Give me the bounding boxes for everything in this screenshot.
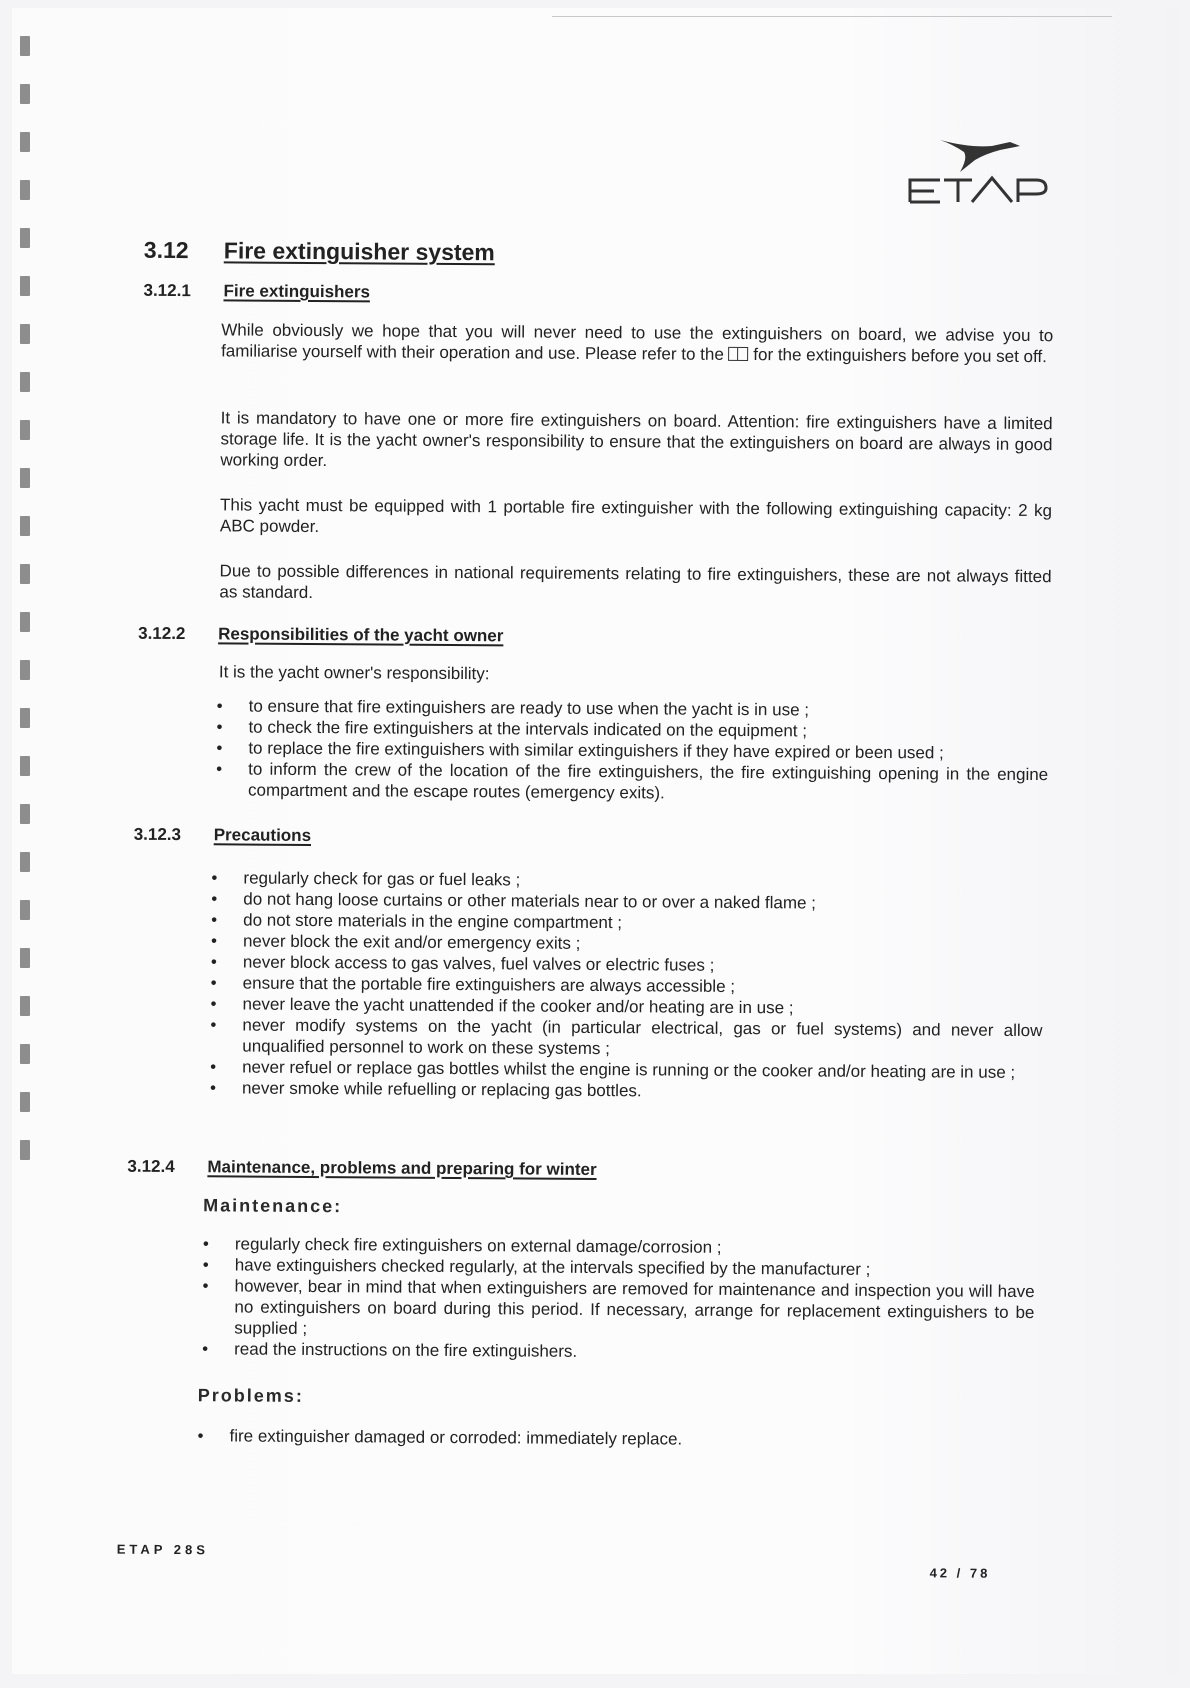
subsection-title: Fire extinguishers: [223, 281, 371, 302]
section-heading: [144, 237, 495, 266]
list-item: • never smoke while refuelling or replacing gas bottles.: [210, 1077, 1042, 1104]
paragraph-standard: Due to possible differences in national requirements relating to fire extinguishers, these are not always fitted as standard.: [219, 561, 1052, 602]
list-item: • to check the fire extinguishers at the intervals indicated on the equipment ;: [216, 716, 1048, 743]
list-item: • never modify systems on the yacht (in particular electrical, gas or fuel systems) and never allow unqualified personnel to work on these systems ;: [210, 1014, 1042, 1062]
section-number: 3.12: [143, 236, 189, 264]
subsection-number: 3.12.4: [127, 1156, 175, 1177]
list-item: • read the instructions on the fire extinguishers.: [202, 1338, 1034, 1365]
footer-model: ETAP 28S: [116, 1541, 210, 1558]
responsibility-list: [216, 695, 1049, 806]
list-item: • never block the exit and/or emergency exits ;: [211, 930, 1043, 957]
problems-label: Problems:: [197, 1385, 304, 1406]
subsection-number: 3.12.3: [133, 824, 182, 845]
precautions-list: [210, 867, 1044, 1104]
subsection-heading-3-12-4: [127, 1157, 596, 1180]
list-item: • never leave the yacht unattended if the cooker and/or heating are in use ;: [210, 993, 1042, 1020]
list-item: • regularly check fire extinguishers on external damage/corrosion ;: [203, 1233, 1035, 1260]
subsection-number: 3.12.1: [143, 280, 191, 301]
footer-page-number: 42 / 78: [929, 1565, 991, 1581]
maintenance-list: [202, 1233, 1035, 1365]
list-item: • fire extinguisher damaged or corroded: immediately replace.: [197, 1425, 1029, 1452]
list-item: • do not hang loose curtains or other materials near to or over a naked flame ;: [211, 888, 1043, 915]
list-item: • however, bear in mind that when extinguishers are removed for maintenance and inspection you will have no extinguishers on board during this period. If necessary, arrange for replacement extinguishers to be supplied ;: [202, 1275, 1034, 1344]
list-item: • ensure that the portable fire extinguishers are always accessible ;: [211, 972, 1043, 999]
paragraph-familiarise: While obviously we hope that you will never need to use the extinguishers on board, we advise you to familiarise yourself with their operation and use. Please refer to the for the extinguishers before you set off.: [221, 320, 1054, 367]
subsection-title: Precautions: [213, 825, 312, 845]
subsection-heading-3-12-3: [134, 825, 311, 846]
subsection-heading-3-12-1: [143, 281, 370, 303]
list-item: • to ensure that fire extinguishers are ready to use when the yacht is in use ;: [217, 695, 1049, 722]
subsection-title: Responsibilities of the yacht owner: [218, 624, 504, 646]
responsibility-intro: It is the yacht owner's responsibility:: [218, 662, 490, 684]
list-item: • never block access to gas valves, fuel valves or electric fuses ;: [211, 951, 1043, 978]
subsection-number: 3.12.2: [138, 623, 186, 644]
list-item: • regularly check for gas or fuel leaks ;: [211, 867, 1043, 894]
problems-list: [197, 1425, 1029, 1452]
list-item: • to replace the fire extinguishers with similar extinguishers if they have expired or been used ;: [216, 737, 1048, 764]
list-item: • do not store materials in the engine compartment ;: [211, 909, 1043, 936]
maintenance-label: Maintenance:: [203, 1195, 343, 1217]
subsection-heading-3-12-2: [138, 624, 503, 647]
list-item: • have extinguishers checked regularly, at the intervals specified by the manufacturer ;: [203, 1254, 1035, 1281]
paragraph-equipment: This yacht must be equipped with 1 portable fire extinguisher with the following extinguishing capacity: 2 kg ABC powder.: [219, 495, 1053, 537]
list-item: • to inform the crew of the location of the fire extinguishers, the fire extinguishing opening in the engine compartment and the escape routes (emergency exits).: [216, 758, 1048, 806]
section-title: Fire extinguisher system: [223, 237, 495, 266]
paragraph-mandatory: It is mandatory to have one or more fire extinguishers on board. Attention: fire extinguishers have a limited storage life. It is the yacht owner's responsibility to ensure that the extinguishers on board are always in good working order.: [220, 408, 1053, 471]
subsection-title: Maintenance, problems and preparing for winter: [207, 1157, 597, 1179]
book-icon: [729, 347, 749, 361]
list-item: • never refuel or replace gas bottles whilst the engine is running or the cooker and/or heating are in use ;: [210, 1056, 1042, 1083]
